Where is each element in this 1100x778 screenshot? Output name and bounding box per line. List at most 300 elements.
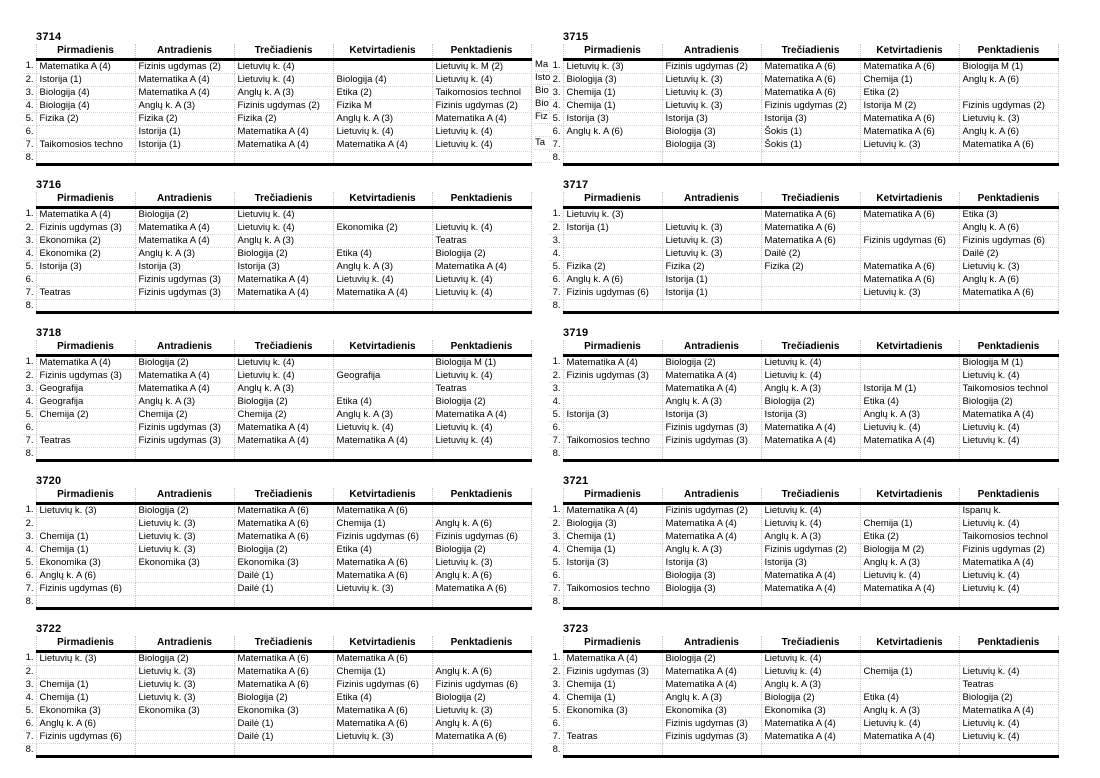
- lesson-cell: Fizinis ugdymas (2): [959, 99, 1058, 112]
- row-number: 1.: [549, 59, 563, 73]
- lesson-row: [549, 730, 1058, 743]
- timetable: [549, 192, 1059, 314]
- lesson-cell: [860, 221, 959, 234]
- row-number: 5.: [22, 408, 36, 421]
- lesson-cell: [860, 247, 959, 260]
- lesson-cell: Anglų k. A (3): [860, 556, 959, 569]
- lesson-cell: Matematika A (6): [234, 678, 333, 691]
- lesson-cell: Chemija (1): [36, 678, 135, 691]
- lesson-cell: Matematika A (6): [860, 112, 959, 125]
- lesson-cell: [333, 299, 432, 312]
- lesson-cell: [959, 651, 1058, 665]
- day-header: Ketvirtadienis: [860, 636, 959, 651]
- lesson-cell: Matematika A (4): [761, 717, 860, 730]
- day-header: Trečiadienis: [234, 340, 333, 355]
- timetable-block-3715: [549, 30, 1058, 166]
- lesson-cell: [135, 743, 234, 756]
- lesson-cell: Matematika A (4): [959, 556, 1058, 569]
- lesson-cell: [761, 151, 860, 164]
- lesson-cell: Fizinis ugdymas (6): [959, 234, 1058, 247]
- day-header: Ketvirtadienis: [333, 488, 432, 503]
- lesson-cell: Chemija (2): [135, 408, 234, 421]
- lesson-cell: Ekonomika (3): [662, 704, 761, 717]
- lesson-cell: Dailė (1): [234, 582, 333, 595]
- lesson-cell: [432, 743, 531, 756]
- row-number: 3.: [22, 234, 36, 247]
- lesson-cell: Matematika A (4): [234, 434, 333, 447]
- lesson-row: [22, 447, 531, 460]
- row-number: 5.: [549, 704, 563, 717]
- lesson-row: [549, 112, 1058, 125]
- lesson-cell: Biologija (2): [432, 395, 531, 408]
- class-number: 3715: [563, 31, 589, 43]
- lesson-cell: Chemija (1): [333, 665, 432, 678]
- lesson-cell: Lietuvių k. (4): [432, 369, 531, 382]
- lesson-cell: [563, 595, 662, 608]
- lesson-cell: Lietuvių k. (4): [761, 369, 860, 382]
- row-number: 5.: [549, 408, 563, 421]
- lesson-row: [22, 717, 531, 730]
- lesson-cell: Fizika (2): [135, 112, 234, 125]
- lesson-row: [549, 355, 1058, 369]
- lesson-cell: [135, 582, 234, 595]
- lesson-cell: Matematika A (4): [333, 138, 432, 151]
- lesson-cell: [563, 151, 662, 164]
- lesson-cell: Anglų k. A (3): [234, 86, 333, 99]
- lesson-cell: Istorija (3): [662, 408, 761, 421]
- timetable: [22, 488, 532, 610]
- lesson-cell: Biologija (2): [135, 651, 234, 665]
- lesson-row: [549, 221, 1058, 234]
- lesson-row: [549, 247, 1058, 260]
- row-number: 4.: [22, 247, 36, 260]
- row-number: 3.: [22, 382, 36, 395]
- row-number: 7.: [549, 730, 563, 743]
- lesson-cell: Ekonomika (3): [36, 704, 135, 717]
- lesson-cell: Matematika A (6): [761, 86, 860, 99]
- lesson-cell: Šokis (1): [761, 138, 860, 151]
- lesson-row: [549, 530, 1058, 543]
- lesson-cell: [959, 447, 1058, 460]
- lesson-row: [22, 530, 531, 543]
- row-number: 3.: [22, 86, 36, 99]
- lesson-cell: Anglų k. A (6): [36, 569, 135, 582]
- row-number: 1.: [549, 355, 563, 369]
- lesson-cell: Matematika A (6): [860, 273, 959, 286]
- lesson-cell: [36, 299, 135, 312]
- day-header: Penktadienis: [432, 44, 531, 59]
- lesson-cell: [135, 717, 234, 730]
- lesson-cell: Matematika A (4): [135, 86, 234, 99]
- lesson-cell: Matematika A (6): [432, 730, 531, 743]
- lesson-cell: Anglų k. A (6): [959, 221, 1058, 234]
- lesson-cell: Biologija (2): [432, 247, 531, 260]
- lesson-row: [22, 556, 531, 569]
- lesson-cell: Lietuvių k. (4): [234, 207, 333, 221]
- row-number: 8.: [22, 151, 36, 164]
- lesson-cell: Teatras: [432, 382, 531, 395]
- lesson-cell: Biologija (2): [234, 247, 333, 260]
- lesson-cell: Anglų k. A (6): [36, 717, 135, 730]
- lesson-cell: [761, 299, 860, 312]
- lesson-cell: Fizika (2): [563, 260, 662, 273]
- lesson-cell: [563, 247, 662, 260]
- lesson-cell: Ispanų k.: [959, 503, 1058, 517]
- lesson-cell: Biologija (4): [36, 86, 135, 99]
- lesson-cell: Biologija (2): [761, 691, 860, 704]
- day-header: Penktadienis: [432, 488, 531, 503]
- lesson-cell: Matematika A (4): [36, 207, 135, 221]
- lesson-cell: Chemija (1): [860, 665, 959, 678]
- lesson-cell: Teatras: [432, 234, 531, 247]
- lesson-cell: [333, 59, 432, 73]
- lesson-cell: Ekonomika (3): [234, 704, 333, 717]
- lesson-cell: Matematika A (6): [333, 704, 432, 717]
- day-header: Pirmadienis: [36, 340, 135, 355]
- lesson-cell: Biologija M (2): [860, 543, 959, 556]
- lesson-cell: Chemija (1): [563, 691, 662, 704]
- lesson-cell: Chemija (1): [333, 517, 432, 530]
- lesson-cell: Matematika A (4): [36, 59, 135, 73]
- lesson-cell: Matematika A (4): [662, 369, 761, 382]
- lesson-cell: Biologija (3): [563, 517, 662, 530]
- lesson-cell: Matematika A (6): [761, 73, 860, 86]
- day-header: Ketvirtadienis: [860, 340, 959, 355]
- lesson-cell: Biologija M (1): [432, 355, 531, 369]
- row-number: 6.: [549, 569, 563, 582]
- lesson-cell: Ekonomika (3): [761, 704, 860, 717]
- lesson-row: [549, 569, 1058, 582]
- day-header: Antradienis: [135, 44, 234, 59]
- lesson-cell: Lietuvių k. (3): [135, 517, 234, 530]
- day-header: Ketvirtadienis: [860, 44, 959, 59]
- lesson-cell: Istorija (1): [135, 138, 234, 151]
- lesson-cell: [563, 569, 662, 582]
- lesson-cell: Matematika A (4): [662, 665, 761, 678]
- lesson-cell: Fizinis ugdymas (2): [662, 503, 761, 517]
- lesson-cell: Matematika A (6): [761, 207, 860, 221]
- lesson-cell: Istorija (3): [761, 112, 860, 125]
- lesson-row: [549, 234, 1058, 247]
- row-number: 6.: [22, 125, 36, 138]
- row-number: 7.: [22, 286, 36, 299]
- lesson-row: [549, 99, 1058, 112]
- lesson-cell: Lietuvių k. (4): [959, 517, 1058, 530]
- lesson-cell: Biologija (3): [662, 138, 761, 151]
- lesson-cell: Anglų k. A (3): [662, 691, 761, 704]
- lesson-cell: Fizinis ugdymas (2): [959, 543, 1058, 556]
- day-header: Penktadienis: [959, 192, 1058, 207]
- row-number-header: [549, 488, 563, 503]
- lesson-cell: Lietuvių k. (4): [959, 582, 1058, 595]
- lesson-cell: Matematika A (4): [135, 369, 234, 382]
- row-number: 8.: [549, 299, 563, 312]
- lesson-row: [22, 665, 531, 678]
- lesson-cell: Matematika A (4): [662, 530, 761, 543]
- lesson-row: [549, 273, 1058, 286]
- lesson-cell: Fizika M: [333, 99, 432, 112]
- row-number: 5.: [549, 556, 563, 569]
- lesson-row: [549, 517, 1058, 530]
- lesson-cell: Lietuvių k. (3): [432, 704, 531, 717]
- lesson-cell: Istorija (3): [563, 408, 662, 421]
- row-number: 8.: [549, 151, 563, 164]
- row-number: 5.: [22, 112, 36, 125]
- lesson-cell: Fizinis ugdymas (2): [432, 99, 531, 112]
- clipped-overflow-text: Bio: [535, 98, 552, 111]
- lesson-cell: Matematika A (6): [234, 651, 333, 665]
- lesson-row: [549, 691, 1058, 704]
- day-header: Antradienis: [135, 636, 234, 651]
- lesson-cell: Lietuvių k. (4): [432, 125, 531, 138]
- day-header: Antradienis: [135, 192, 234, 207]
- lesson-cell: Anglų k. A (3): [135, 395, 234, 408]
- lesson-cell: Matematika A (6): [761, 59, 860, 73]
- day-header: Ketvirtadienis: [333, 636, 432, 651]
- lesson-row: [549, 678, 1058, 691]
- row-number: 8.: [549, 743, 563, 756]
- lesson-cell: Etika (3): [959, 207, 1058, 221]
- timetable: [22, 636, 532, 758]
- lesson-cell: [860, 678, 959, 691]
- lesson-cell: [860, 355, 959, 369]
- lesson-cell: Ekonomika (3): [135, 704, 234, 717]
- lesson-cell: Matematika A (6): [860, 207, 959, 221]
- lesson-row: [22, 59, 531, 73]
- lesson-cell: Matematika A (4): [135, 221, 234, 234]
- lesson-cell: Lietuvių k. (4): [860, 717, 959, 730]
- lesson-row: [22, 582, 531, 595]
- lesson-cell: [860, 369, 959, 382]
- timetable-block-3720: [22, 474, 531, 610]
- row-number: 4.: [549, 247, 563, 260]
- lesson-cell: [563, 743, 662, 756]
- day-header: Ketvirtadienis: [860, 488, 959, 503]
- lesson-cell: Lietuvių k. (3): [333, 582, 432, 595]
- lesson-cell: Fizinis ugdymas (3): [662, 434, 761, 447]
- lesson-cell: Matematika A (6): [860, 59, 959, 73]
- row-number: 7.: [549, 286, 563, 299]
- lesson-cell: [860, 743, 959, 756]
- lesson-cell: Matematika A (6): [333, 503, 432, 517]
- lesson-cell: Lietuvių k. (3): [135, 665, 234, 678]
- lesson-cell: [36, 743, 135, 756]
- lesson-cell: [36, 273, 135, 286]
- lesson-cell: [234, 447, 333, 460]
- row-number: 4.: [22, 543, 36, 556]
- lesson-cell: Matematika A (4): [333, 434, 432, 447]
- lesson-cell: Anglų k. A (3): [135, 99, 234, 112]
- lesson-cell: [860, 299, 959, 312]
- lesson-cell: [662, 151, 761, 164]
- lesson-cell: Matematika A (6): [761, 221, 860, 234]
- day-header: Pirmadienis: [36, 192, 135, 207]
- timetable-block-3714: [22, 30, 551, 166]
- lesson-cell: Istorija (1): [662, 286, 761, 299]
- lesson-cell: Lietuvių k. (4): [959, 434, 1058, 447]
- lesson-row: [549, 743, 1058, 756]
- day-header: Penktadienis: [959, 488, 1058, 503]
- lesson-cell: Biologija (3): [662, 125, 761, 138]
- lesson-cell: Fizinis ugdymas (2): [234, 99, 333, 112]
- lesson-cell: [333, 447, 432, 460]
- row-number: 3.: [549, 234, 563, 247]
- lesson-row: [549, 421, 1058, 434]
- row-number: 4.: [549, 99, 563, 112]
- lesson-cell: Matematika A (4): [234, 421, 333, 434]
- lesson-row: [22, 434, 531, 447]
- day-header: Penktadienis: [959, 340, 1058, 355]
- lesson-cell: [662, 207, 761, 221]
- lesson-cell: Lietuvių k. (3): [662, 221, 761, 234]
- lesson-cell: Matematika A (4): [432, 260, 531, 273]
- lesson-cell: Lietuvių k. (3): [135, 543, 234, 556]
- day-header: Pirmadienis: [563, 44, 662, 59]
- row-number: 5.: [549, 112, 563, 125]
- row-number-header: [549, 44, 563, 59]
- lesson-cell: [333, 151, 432, 164]
- row-number-header: [22, 488, 36, 503]
- row-number: 7.: [22, 730, 36, 743]
- lesson-cell: Anglų k. A (3): [234, 234, 333, 247]
- row-number: 6.: [549, 717, 563, 730]
- lesson-cell: Fizinis ugdymas (6): [36, 730, 135, 743]
- day-header: Penktadienis: [432, 340, 531, 355]
- lesson-cell: Teatras: [36, 434, 135, 447]
- lesson-cell: Istorija M (2): [860, 99, 959, 112]
- lesson-cell: Matematika A (4): [234, 138, 333, 151]
- lesson-cell: Biologija (2): [234, 543, 333, 556]
- row-number: 2.: [22, 369, 36, 382]
- class-number: 3722: [36, 623, 62, 635]
- lesson-cell: Matematika A (6): [333, 717, 432, 730]
- timetable: [549, 636, 1059, 758]
- lesson-cell: Etika (4): [333, 543, 432, 556]
- row-number: 3.: [549, 382, 563, 395]
- lesson-cell: [432, 447, 531, 460]
- row-number: 3.: [549, 86, 563, 99]
- lesson-row: [549, 125, 1058, 138]
- lesson-cell: Lietuvių k. (3): [563, 59, 662, 73]
- lesson-row: [549, 151, 1058, 164]
- lesson-cell: Chemija (1): [860, 73, 959, 86]
- lesson-cell: Fizinis ugdymas (2): [761, 543, 860, 556]
- lesson-cell: Chemija (1): [563, 99, 662, 112]
- lesson-cell: Lietuvių k. (4): [432, 138, 531, 151]
- row-number: 2.: [549, 665, 563, 678]
- lesson-cell: Lietuvių k. (3): [860, 286, 959, 299]
- lesson-row: [22, 151, 531, 164]
- lesson-cell: Fizinis ugdymas (3): [135, 273, 234, 286]
- lesson-row: [549, 286, 1058, 299]
- lesson-cell: Lietuvių k. (4): [432, 273, 531, 286]
- day-header: Pirmadienis: [563, 636, 662, 651]
- row-number: 5.: [22, 704, 36, 717]
- lesson-cell: Lietuvių k. (4): [333, 273, 432, 286]
- row-number: 6.: [549, 125, 563, 138]
- lesson-cell: Chemija (1): [563, 86, 662, 99]
- lesson-row: [549, 595, 1058, 608]
- lesson-row: [22, 207, 531, 221]
- lesson-cell: Matematika A (4): [135, 234, 234, 247]
- lesson-cell: Anglų k. A (3): [761, 678, 860, 691]
- row-number: 2.: [549, 369, 563, 382]
- lesson-cell: Matematika A (4): [860, 434, 959, 447]
- lesson-cell: Biologija (2): [432, 691, 531, 704]
- day-header: Antradienis: [662, 340, 761, 355]
- lesson-cell: Etika (4): [333, 691, 432, 704]
- lesson-row: [549, 503, 1058, 517]
- lesson-row: [22, 730, 531, 743]
- lesson-cell: [959, 86, 1058, 99]
- lesson-cell: [36, 125, 135, 138]
- lesson-cell: Matematika A (6): [333, 556, 432, 569]
- lesson-cell: Biologija (2): [135, 207, 234, 221]
- lesson-cell: [234, 743, 333, 756]
- lesson-row: [549, 86, 1058, 99]
- lesson-cell: Lietuvių k. (3): [662, 247, 761, 260]
- lesson-cell: Fizinis ugdymas (3): [563, 369, 662, 382]
- lesson-cell: Biologija (3): [563, 73, 662, 86]
- lesson-cell: Anglų k. A (3): [662, 395, 761, 408]
- lesson-row: [22, 503, 531, 517]
- lesson-cell: Matematika A (4): [563, 355, 662, 369]
- lesson-cell: [662, 447, 761, 460]
- lesson-cell: Etika (4): [860, 691, 959, 704]
- lesson-cell: [135, 447, 234, 460]
- lesson-cell: Biologija M (1): [959, 59, 1058, 73]
- lesson-cell: [135, 299, 234, 312]
- lesson-cell: Matematika A (4): [761, 730, 860, 743]
- lesson-cell: Chemija (1): [563, 530, 662, 543]
- lesson-cell: Anglų k. A (3): [761, 382, 860, 395]
- lesson-cell: Fizika (2): [36, 112, 135, 125]
- lesson-cell: Taikomosios techno: [36, 138, 135, 151]
- lesson-cell: Istorija (3): [563, 556, 662, 569]
- row-number: 1.: [549, 207, 563, 221]
- day-header: Trečiadienis: [761, 192, 860, 207]
- lesson-cell: Anglų k. A (6): [959, 273, 1058, 286]
- lesson-cell: Lietuvių k. (4): [761, 355, 860, 369]
- day-header: Pirmadienis: [36, 488, 135, 503]
- row-number: 3.: [22, 678, 36, 691]
- lesson-cell: Anglų k. A (3): [333, 260, 432, 273]
- lesson-cell: Fizinis ugdymas (3): [662, 421, 761, 434]
- lesson-row: [22, 299, 531, 312]
- lesson-cell: [333, 743, 432, 756]
- timetable: [549, 488, 1059, 610]
- row-number: 7.: [22, 434, 36, 447]
- lesson-cell: [135, 730, 234, 743]
- lesson-cell: [563, 717, 662, 730]
- lesson-cell: [432, 503, 531, 517]
- lesson-cell: Fizinis ugdymas (2): [662, 59, 761, 73]
- clipped-overflow-text: Ma: [535, 59, 552, 72]
- lesson-row: [549, 665, 1058, 678]
- lesson-cell: Biologija (2): [234, 395, 333, 408]
- lesson-cell: Lietuvių k. (4): [959, 421, 1058, 434]
- lesson-cell: [761, 743, 860, 756]
- lesson-cell: [36, 447, 135, 460]
- timetable-block-3719: [549, 326, 1058, 462]
- row-number: 1.: [22, 651, 36, 665]
- lesson-cell: Istorija (3): [662, 112, 761, 125]
- day-header: Penktadienis: [959, 44, 1058, 59]
- lesson-cell: [959, 299, 1058, 312]
- lesson-row: [22, 704, 531, 717]
- lesson-cell: [761, 447, 860, 460]
- lesson-row: [549, 73, 1058, 86]
